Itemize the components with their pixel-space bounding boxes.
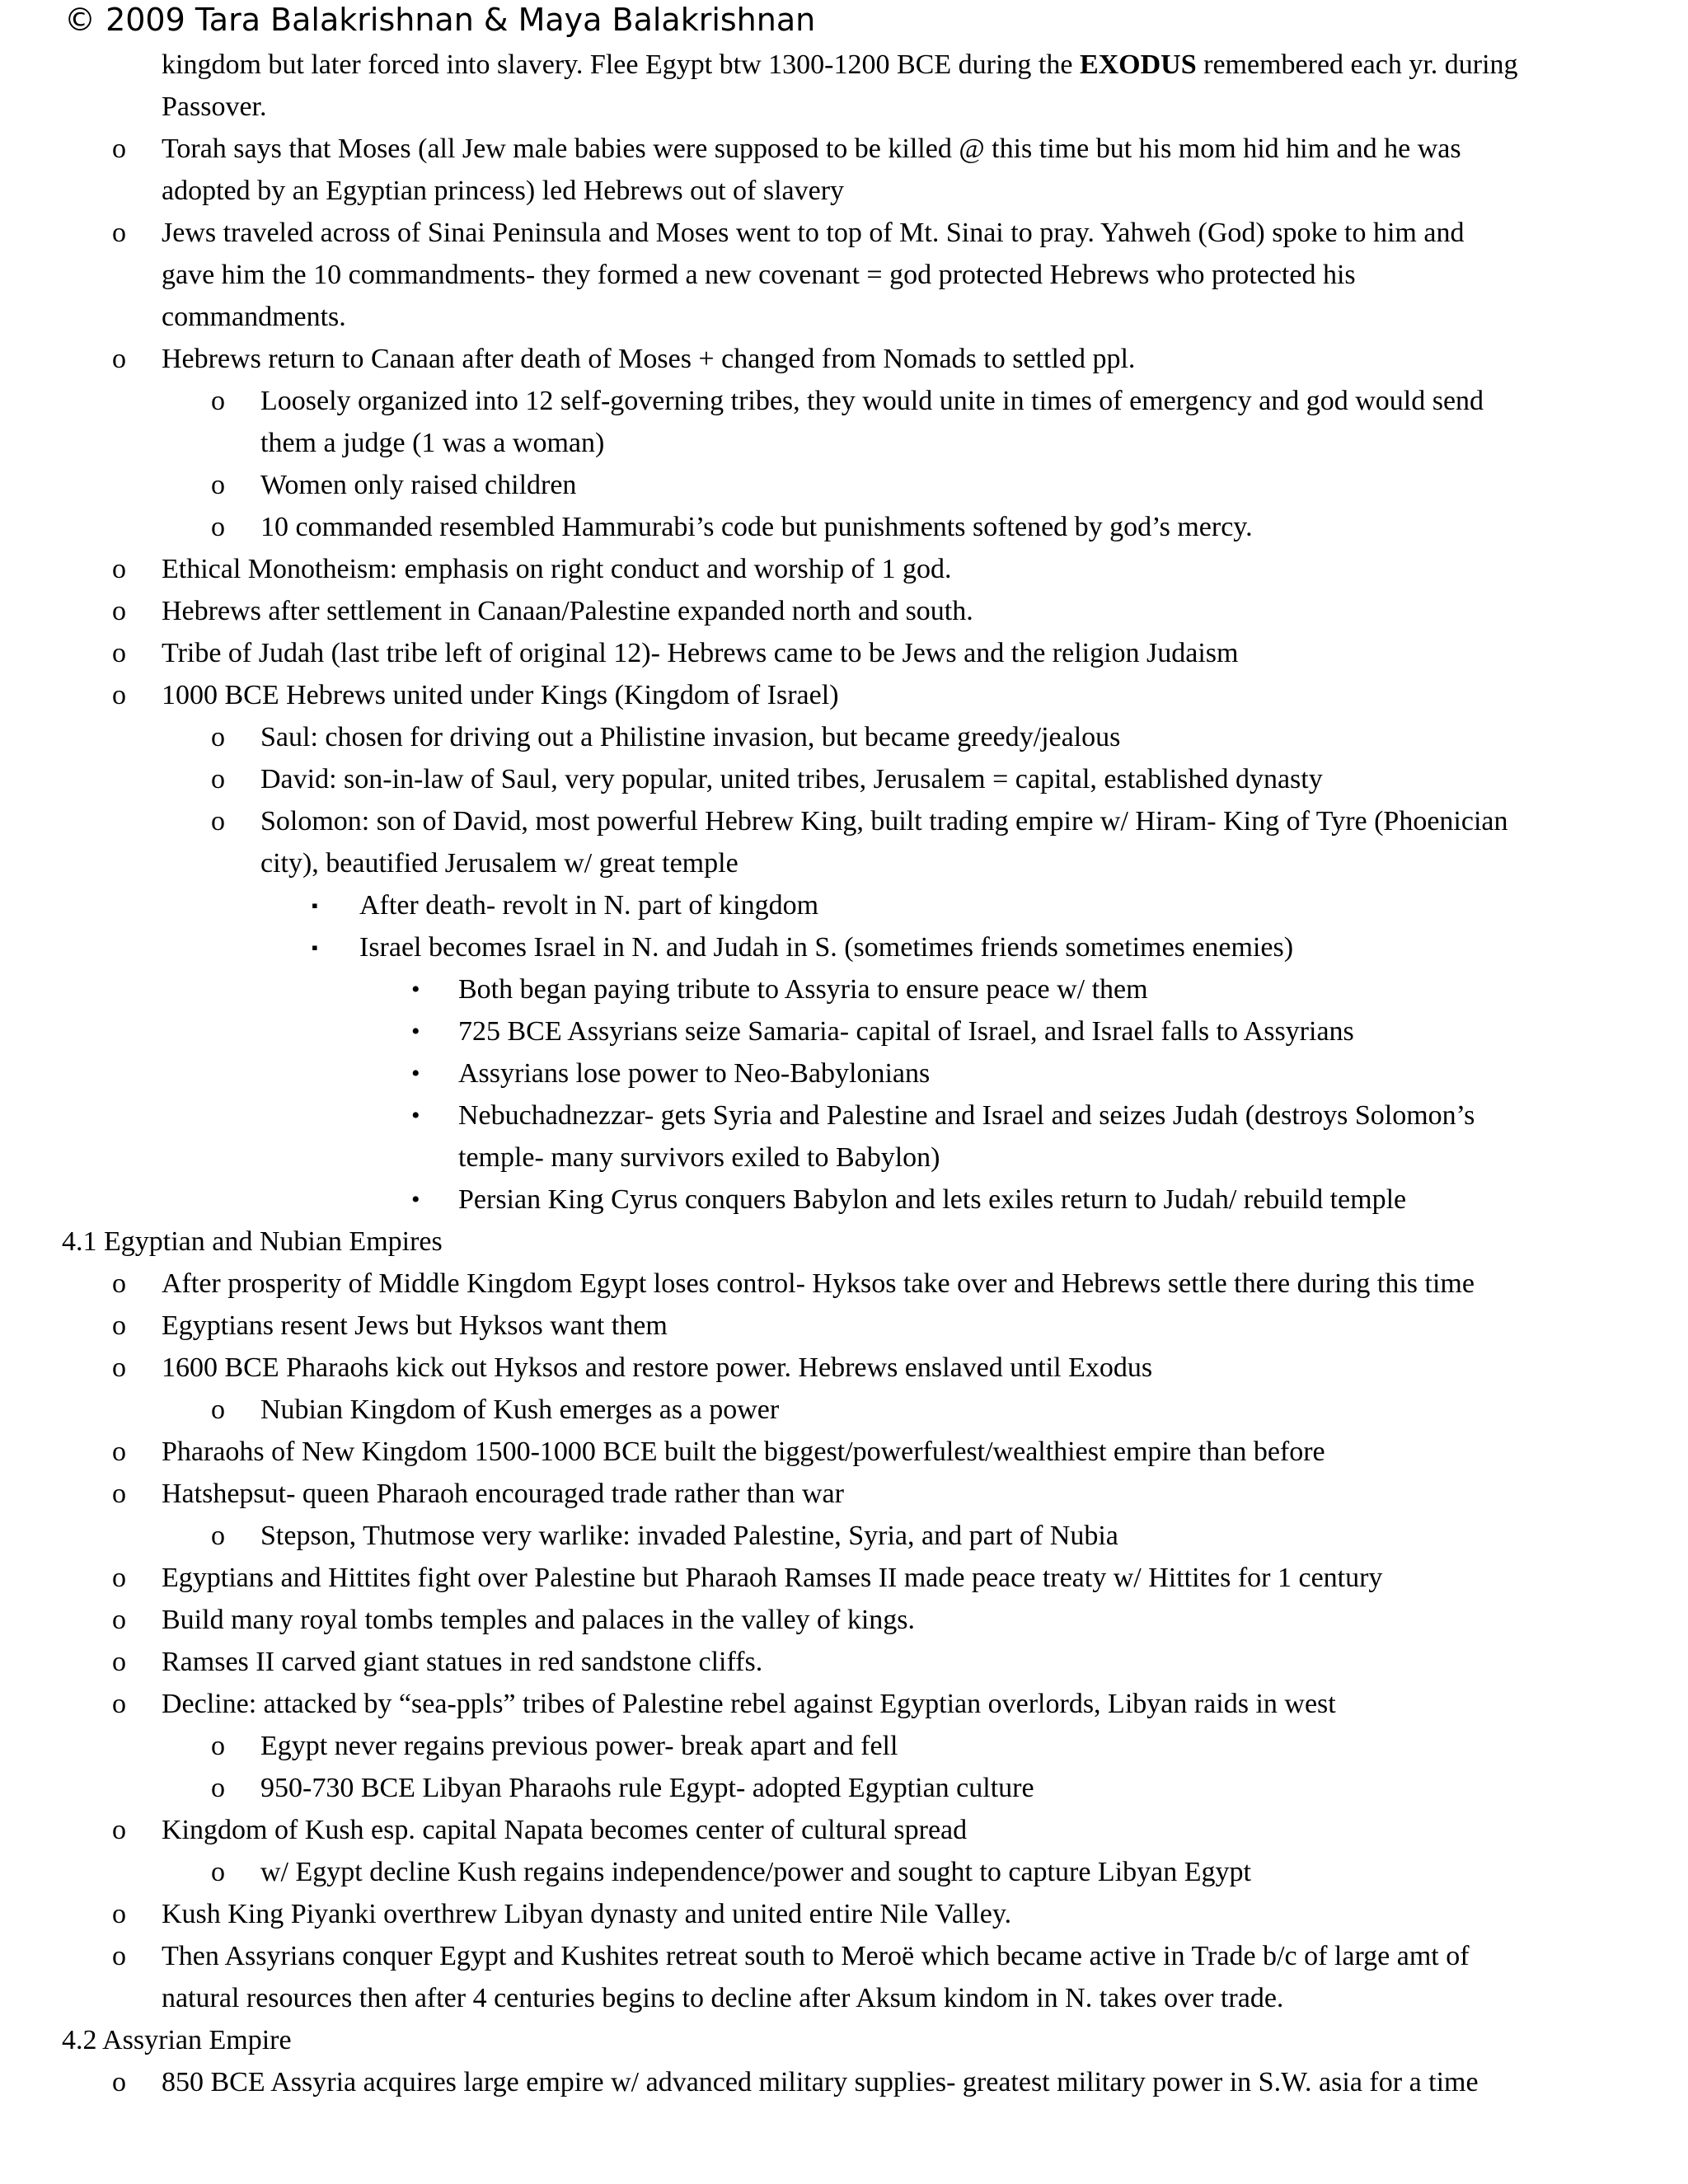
note-text: Build many royal tombs temples and palaces in the valley of kings. <box>162 1605 916 1635</box>
circle-bullet-icon: o <box>112 1689 126 1719</box>
note-text: Tribe of Judah (last tribe left of original 12)- Hebrews came to be Jews and the religion Judaism <box>162 638 1239 668</box>
note-line <box>0 1179 1688 1221</box>
note-text: Ramses II carved giant statues in red sandstone cliffs. <box>162 1647 763 1677</box>
circle-bullet-icon: o <box>112 1941 126 1971</box>
note-text: Nebuchadnezzar- gets Syria and Palestine and Israel and seizes Judah (destroys Solomon’s <box>458 1100 1475 1131</box>
note-line <box>0 842 1688 884</box>
note-text: 850 BCE Assyria acquires large empire w/ advanced military supplies- greatest military power in S.W. asia for a time <box>162 2067 1479 2097</box>
note-text: Ethical Monotheism: emphasis on right conduct and worship of 1 god. <box>162 554 952 584</box>
notes-body <box>0 44 1688 2103</box>
note-text: Women only raised children <box>260 470 577 500</box>
circle-bullet-icon: o <box>211 806 225 837</box>
note-line <box>0 380 1688 422</box>
note-line <box>0 1389 1688 1431</box>
note-line <box>0 1683 1688 1725</box>
circle-bullet-icon: o <box>211 1731 225 1761</box>
note-line <box>0 716 1688 758</box>
note-line <box>0 128 1688 170</box>
note-line <box>0 86 1688 128</box>
note-text: Torah says that Moses (all Jew male babies were supposed to be killed @ this time but his mom hid him and he was <box>162 134 1461 164</box>
square-bullet-icon: ▪ <box>312 937 318 958</box>
note-text: After prosperity of Middle Kingdom Egypt loses control- Hyksos take over and Hebrews settle there during this time <box>162 1268 1475 1299</box>
note-text: gave him the 10 commandments- they formed a new covenant = god protected Hebrews who protected his <box>162 260 1356 290</box>
note-line <box>0 1347 1688 1389</box>
note-line <box>0 1641 1688 1683</box>
note-line <box>0 338 1688 380</box>
note-line <box>0 1263 1688 1305</box>
note-line <box>0 548 1688 590</box>
note-text: Solomon: son of David, most powerful Hebrew King, built trading empire w/ Hiram- King of Tyre (Phoenician <box>260 806 1508 837</box>
note-text: adopted by an Egyptian princess) led Hebrews out of slavery <box>162 176 845 206</box>
note-text: w/ Egypt decline Kush regains independence/power and sought to capture Libyan Egypt <box>260 1857 1251 1887</box>
note-text: 950-730 BCE Libyan Pharaohs rule Egypt- adopted Egyptian culture <box>260 1773 1034 1803</box>
note-text: Egyptians resent Jews but Hyksos want them <box>162 1310 668 1341</box>
note-line <box>0 968 1688 1010</box>
circle-bullet-icon: o <box>211 470 225 500</box>
note-text: Kush King Piyanki overthrew Libyan dynasty and united entire Nile Valley. <box>162 1899 1012 1929</box>
note-text: remembered each yr. during <box>1196 49 1518 80</box>
note-text: Kingdom of Kush esp. capital Napata becomes center of cultural spread <box>162 1815 968 1845</box>
dot-bullet-icon: • <box>411 1186 420 1213</box>
note-text: Decline: attacked by “sea-ppls” tribes of Palestine rebel against Egyptian overlords, Libyan raids in west <box>162 1689 1336 1719</box>
note-line <box>0 1851 1688 1893</box>
note-text: 725 BCE Assyrians seize Samaria- capital of Israel, and Israel falls to Assyrians <box>458 1016 1354 1047</box>
circle-bullet-icon: o <box>211 1394 225 1425</box>
note-line <box>0 758 1688 800</box>
circle-bullet-icon: o <box>112 1436 126 1467</box>
note-text: temple- many survivors exiled to Babylon) <box>458 1142 940 1173</box>
note-line <box>0 1431 1688 1473</box>
note-line <box>0 1767 1688 1809</box>
circle-bullet-icon: o <box>112 1352 126 1383</box>
note-text: Hatshepsut- queen Pharaoh encouraged trade rather than war <box>162 1479 844 1509</box>
note-line <box>0 800 1688 842</box>
note-line <box>0 884 1688 926</box>
note-line <box>0 2061 1688 2103</box>
exodus-term: EXODUS <box>1079 49 1197 80</box>
circle-bullet-icon: o <box>211 1521 225 1551</box>
note-line <box>0 422 1688 464</box>
note-text: Persian King Cyrus conquers Babylon and lets exiles return to Judah/ rebuild temple <box>458 1184 1407 1215</box>
note-text: them a judge (1 was a woman) <box>260 428 605 458</box>
section-title: 4.2 Assyrian Empire <box>62 2025 292 2055</box>
circle-bullet-icon: o <box>112 1479 126 1509</box>
circle-bullet-icon: o <box>112 1815 126 1845</box>
note-text: After death- revolt in N. part of kingdom <box>359 890 819 921</box>
note-line <box>0 296 1688 338</box>
note-text: Egyptians and Hittites fight over Palestine but Pharaoh Ramses II made peace treaty w/ Hittites for 1 century <box>162 1563 1383 1593</box>
note-text: Loosely organized into 12 self-governing tribes, they would unite in times of emergency and god would send <box>260 386 1484 416</box>
note-text: Pharaohs of New Kingdom 1500-1000 BCE built the biggest/powerfulest/wealthiest empire than before <box>162 1436 1325 1467</box>
note-line <box>0 1893 1688 1935</box>
note-text: Nubian Kingdom of Kush emerges as a power <box>260 1394 780 1425</box>
note-line <box>0 1137 1688 1179</box>
note-line <box>0 506 1688 548</box>
circle-bullet-icon: o <box>211 722 225 752</box>
note-text: Then Assyrians conquer Egypt and Kushites retreat south to Meroë which became active in Trade b/c of large amt of <box>162 1941 1470 1971</box>
note-line <box>0 590 1688 632</box>
note-line <box>0 464 1688 506</box>
circle-bullet-icon: o <box>112 554 126 584</box>
note-line <box>0 1977 1688 2019</box>
circle-bullet-icon: o <box>112 680 126 710</box>
note-line <box>0 674 1688 716</box>
square-bullet-icon: ▪ <box>312 895 318 916</box>
note-line <box>0 1094 1688 1137</box>
dot-bullet-icon: • <box>411 1102 420 1129</box>
circle-bullet-icon: o <box>211 1773 225 1803</box>
circle-bullet-icon: o <box>112 1647 126 1677</box>
note-line <box>0 926 1688 968</box>
note-line <box>0 1599 1688 1641</box>
note-text: Hebrews return to Canaan after death of Moses + changed from Nomads to settled ppl. <box>162 344 1136 374</box>
circle-bullet-icon: o <box>112 596 126 626</box>
note-line <box>0 1010 1688 1052</box>
dot-bullet-icon: • <box>411 976 420 1003</box>
note-text: kingdom but later forced into slavery. Flee Egypt btw 1300-1200 BCE during the <box>162 49 1080 80</box>
circle-bullet-icon: o <box>112 1268 126 1299</box>
dot-bullet-icon: • <box>411 1018 420 1045</box>
circle-bullet-icon: o <box>112 218 126 248</box>
circle-bullet-icon: o <box>112 1563 126 1593</box>
note-text: 10 commanded resembled Hammurabi’s code but punishments softened by god’s mercy. <box>260 512 1253 542</box>
circle-bullet-icon: o <box>112 134 126 164</box>
circle-bullet-icon: o <box>112 344 126 374</box>
note-text: city), beautified Jerusalem w/ great temple <box>260 848 738 879</box>
circle-bullet-icon: o <box>211 1857 225 1887</box>
note-line <box>0 632 1688 674</box>
section-title: 4.1 Egyptian and Nubian Empires <box>62 1226 443 1257</box>
note-text: Stepson, Thutmose very warlike: invaded Palestine, Syria, and part of Nubia <box>260 1521 1118 1551</box>
circle-bullet-icon: o <box>211 764 225 794</box>
circle-bullet-icon: o <box>112 1605 126 1635</box>
note-line <box>0 1935 1688 1977</box>
note-text: Saul: chosen for driving out a Philistine invasion, but became greedy/jealous <box>260 722 1121 752</box>
note-text: 1600 BCE Pharaohs kick out Hyksos and restore power. Hebrews enslaved until Exodus <box>162 1352 1153 1383</box>
circle-bullet-icon: o <box>211 386 225 416</box>
note-line <box>0 1809 1688 1851</box>
note-line <box>0 1052 1688 1094</box>
note-text: Egypt never regains previous power- break apart and fell <box>260 1731 898 1761</box>
note-text: 1000 BCE Hebrews united under Kings (Kingdom of Israel) <box>162 680 839 710</box>
note-line <box>0 254 1688 296</box>
circle-bullet-icon: o <box>112 1310 126 1341</box>
note-line <box>0 1557 1688 1599</box>
dot-bullet-icon: • <box>411 1060 420 1087</box>
note-text: David: son-in-law of Saul, very popular, united tribes, Jerusalem = capital, established dynasty <box>260 764 1323 794</box>
section-heading <box>0 1221 1688 1263</box>
note-line <box>0 1725 1688 1767</box>
note-text: Hebrews after settlement in Canaan/Palestine expanded north and south. <box>162 596 973 626</box>
note-line <box>0 1305 1688 1347</box>
copyright-watermark: © 2009 Tara Balakrishnan & Maya Balakrishnan <box>64 2 816 38</box>
note-line <box>0 212 1688 254</box>
note-line <box>0 1473 1688 1515</box>
note-line <box>0 1515 1688 1557</box>
note-text: Assyrians lose power to Neo-Babylonians <box>458 1058 931 1089</box>
circle-bullet-icon: o <box>112 638 126 668</box>
circle-bullet-icon: o <box>211 512 225 542</box>
circle-bullet-icon: o <box>112 1899 126 1929</box>
section-heading <box>0 2019 1688 2061</box>
note-line <box>0 44 1688 86</box>
note-line <box>0 170 1688 212</box>
note-text: Passover. <box>162 91 267 122</box>
note-text: Israel becomes Israel in N. and Judah in S. (sometimes friends sometimes enemies) <box>359 932 1294 963</box>
note-text: natural resources then after 4 centuries begins to decline after Aksum kindom in N. takes over trade. <box>162 1983 1284 2013</box>
circle-bullet-icon: o <box>112 2067 126 2097</box>
note-text: Both began paying tribute to Assyria to ensure peace w/ them <box>458 974 1148 1005</box>
note-text: commandments. <box>162 302 346 332</box>
note-text: Jews traveled across of Sinai Peninsula and Moses went to top of Mt. Sinai to pray. Yahweh (God) spoke to him and <box>162 218 1465 248</box>
